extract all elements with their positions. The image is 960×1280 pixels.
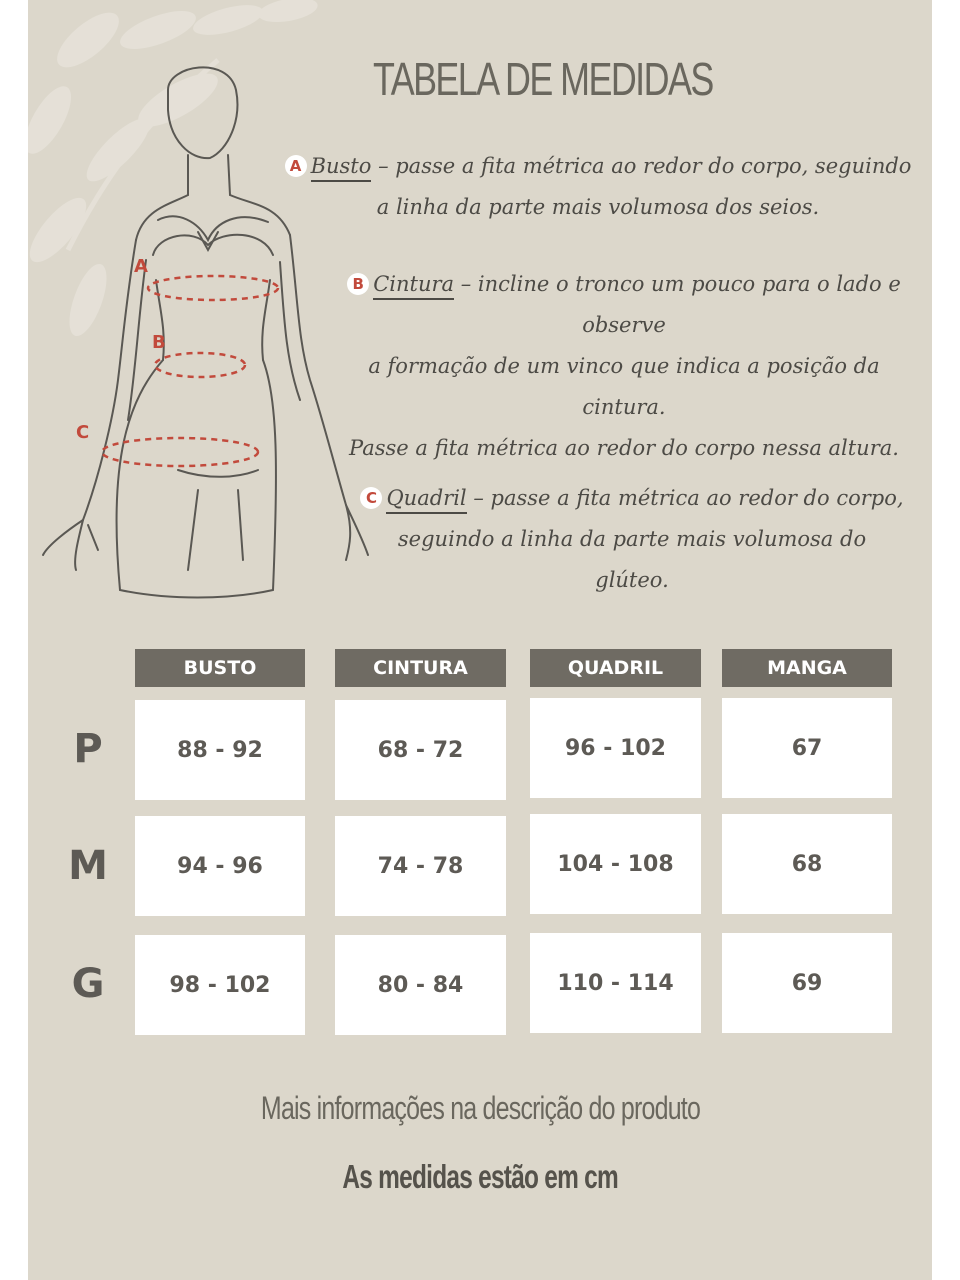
table-cell: 98 - 102 [135, 935, 305, 1035]
marker-c-label: C [76, 422, 90, 443]
table-cell: 67 [722, 698, 892, 798]
table-cell: 94 - 96 [135, 816, 305, 916]
cintura-line4: Passe a fita métrica ao redor do corpo nessa altura. [349, 436, 899, 460]
busto-instruction [278, 146, 918, 228]
busto-term: Busto [311, 154, 372, 182]
table-cell: 69 [722, 933, 892, 1033]
busto-line2: a linha da parte mais volumosa dos seios. [376, 195, 820, 219]
table-cell: 104 - 108 [530, 814, 701, 914]
table-cell: 68 - 72 [335, 700, 506, 800]
table-cell: 88 - 92 [135, 700, 305, 800]
badge-b: B [347, 273, 369, 295]
marker-b-label: B [152, 332, 166, 353]
header-quadril: QUADRIL [530, 649, 701, 687]
table-cell: 74 - 78 [335, 816, 506, 916]
header-busto: BUSTO [135, 649, 305, 687]
units-note: As medidas estão em cm [342, 1158, 618, 1195]
page-title: TABELA DE MEDIDAS [373, 53, 713, 105]
cintura-line2: observe [582, 313, 666, 337]
size-label-m: M [68, 843, 108, 889]
more-info-note: Mais informações na descrição do produto [260, 1090, 700, 1126]
quadril-line3: glúteo. [595, 568, 669, 592]
header-cintura: CINTURA [335, 649, 506, 687]
badge-a: A [285, 155, 307, 177]
quadril-line2: seguindo a linha da parte mais volumosa do [397, 527, 867, 551]
cintura-line1: – incline o tronco um pouco para o lado e [454, 272, 901, 296]
table-cell: 68 [722, 814, 892, 914]
quadril-instruction [344, 478, 920, 601]
table-cell: 96 - 102 [530, 698, 701, 798]
cintura-line3: a formação de um vinco que indica a posição da cintura. [368, 354, 880, 419]
badge-c: C [360, 487, 382, 509]
quadril-line1: – passe a fita métrica ao redor do corpo, [466, 486, 904, 510]
marker-a-label: A [134, 256, 148, 277]
quadril-term: Quadril [386, 486, 466, 514]
size-label-g: G [71, 961, 105, 1007]
table-cell: 110 - 114 [530, 933, 701, 1033]
busto-line1: – passe a fita métrica ao redor do corpo, seguindo [371, 154, 912, 178]
header-manga: MANGA [722, 649, 892, 687]
table-cell: 80 - 84 [335, 935, 506, 1035]
size-chart-card [28, 0, 932, 1280]
cintura-instruction [328, 264, 920, 469]
cintura-term: Cintura [373, 272, 454, 300]
size-label-p: P [73, 726, 103, 772]
